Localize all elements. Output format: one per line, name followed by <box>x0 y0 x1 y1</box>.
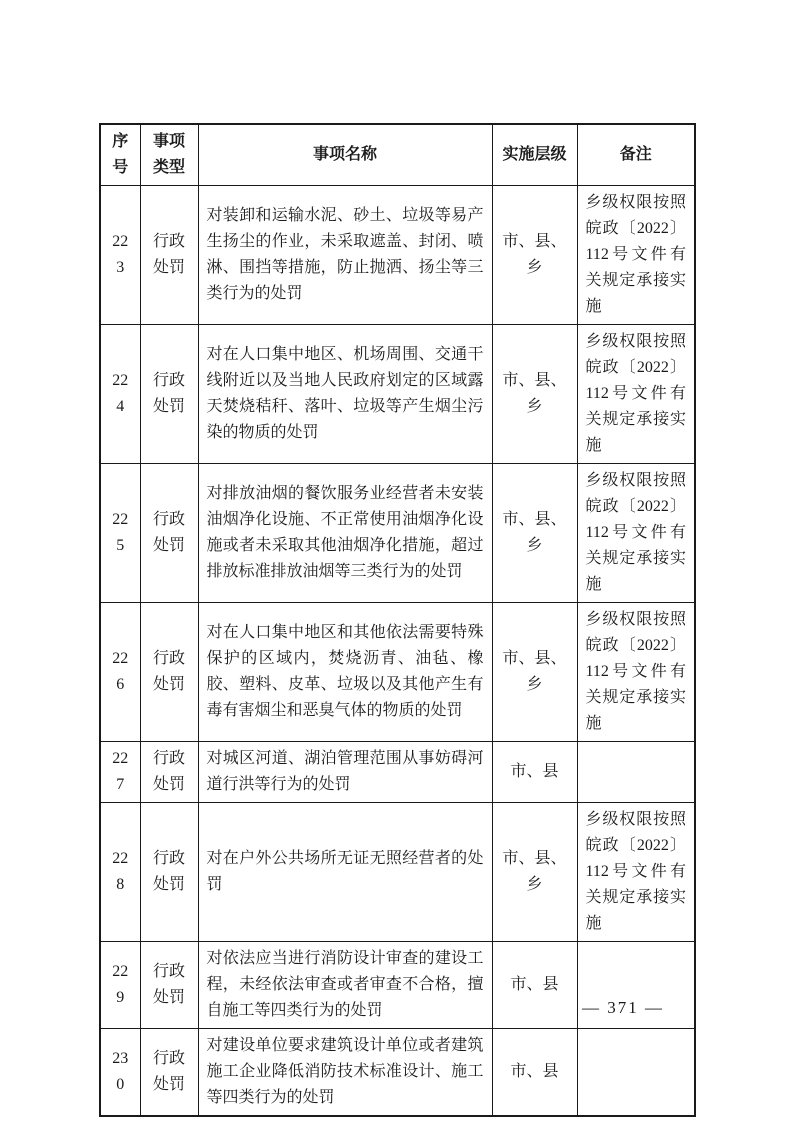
header-type: 事项类型 <box>140 124 198 186</box>
row-remark: 乡级权限按照皖政〔2022〕112号文件有关规定承接实施 <box>577 464 695 603</box>
row-level: 市、县 <box>492 742 577 803</box>
row-name: 对在人口集中地区和其他依法需要特殊保护的区域内，焚烧沥青、油毡、橡胶、塑料、皮革、垃圾以及其他产生有毒有害烟尘和恶臭气体的物质的处罚 <box>198 603 492 742</box>
row-level: 市、县、乡 <box>492 603 577 742</box>
page-number: — 371 — <box>582 998 664 1017</box>
row-type: 行政处罚 <box>140 186 198 325</box>
row-remark: 乡级权限按照皖政〔2022〕112号文件有关规定承接实施 <box>577 186 695 325</box>
row-remark: 乡级权限按照皖政〔2022〕112号文件有关规定承接实施 <box>577 325 695 464</box>
row-no: 230 <box>100 1029 140 1117</box>
header-no: 序号 <box>100 124 140 186</box>
row-level: 市、县 <box>492 1029 577 1117</box>
row-name: 对排放油烟的餐饮服务业经营者未安装油烟净化设施、不正常使用油烟净化设施或者未采取其他油烟净化措施，超过排放标准排放油烟等三类行为的处罚 <box>198 464 492 603</box>
table-row <box>100 464 695 603</box>
row-remark <box>577 1029 695 1117</box>
table-row <box>100 742 695 803</box>
table-body <box>100 186 695 1117</box>
row-no: 223 <box>100 186 140 325</box>
row-remark <box>577 742 695 803</box>
row-remark: 乡级权限按照皖政〔2022〕112号文件有关规定承接实施 <box>577 803 695 942</box>
row-name: 对在户外公共场所无证无照经营者的处罚 <box>198 803 492 942</box>
row-type: 行政处罚 <box>140 464 198 603</box>
row-no: 229 <box>100 942 140 1029</box>
row-no: 224 <box>100 325 140 464</box>
table-row <box>100 803 695 942</box>
row-type: 行政处罚 <box>140 325 198 464</box>
row-level: 市、县、乡 <box>492 464 577 603</box>
row-type: 行政处罚 <box>140 742 198 803</box>
row-type: 行政处罚 <box>140 803 198 942</box>
row-name: 对装卸和运输水泥、砂土、垃圾等易产生扬尘的作业，未采取遮盖、封闭、喷淋、围挡等措施，防止抛洒、扬尘等三类行为的处罚 <box>198 186 492 325</box>
row-name: 对建设单位要求建筑设计单位或者建筑施工企业降低消防技术标准设计、施工等四类行为的处罚 <box>198 1029 492 1117</box>
row-type: 行政处罚 <box>140 603 198 742</box>
row-name: 对依法应当进行消防设计审查的建设工程，未经依法审查或者审查不合格，擅自施工等四类行为的处罚 <box>198 942 492 1029</box>
row-name: 对城区河道、湖泊管理范围从事妨碍河道行洪等行为的处罚 <box>198 742 492 803</box>
row-no: 226 <box>100 603 140 742</box>
header-row <box>100 124 695 186</box>
row-type: 行政处罚 <box>140 942 198 1029</box>
row-level: 市、县、乡 <box>492 325 577 464</box>
row-name: 对在人口集中地区、机场周围、交通干线附近以及当地人民政府划定的区域露天焚烧秸秆、落叶、垃圾等产生烟尘污染的物质的处罚 <box>198 325 492 464</box>
row-level: 市、县、乡 <box>492 803 577 942</box>
header-name: 事项名称 <box>198 124 492 186</box>
items-table <box>99 123 696 1117</box>
table-row <box>100 325 695 464</box>
row-no: 228 <box>100 803 140 942</box>
table-row <box>100 186 695 325</box>
row-level: 市、县、乡 <box>492 186 577 325</box>
row-level: 市、县 <box>492 942 577 1029</box>
row-no: 225 <box>100 464 140 603</box>
header-level: 实施层级 <box>492 124 577 186</box>
row-remark: 乡级权限按照皖政〔2022〕112号文件有关规定承接实施 <box>577 603 695 742</box>
header-remark: 备注 <box>577 124 695 186</box>
table-header <box>100 124 695 186</box>
row-type: 行政处罚 <box>140 1029 198 1117</box>
table-row <box>100 1029 695 1117</box>
row-no: 227 <box>100 742 140 803</box>
table-row <box>100 603 695 742</box>
